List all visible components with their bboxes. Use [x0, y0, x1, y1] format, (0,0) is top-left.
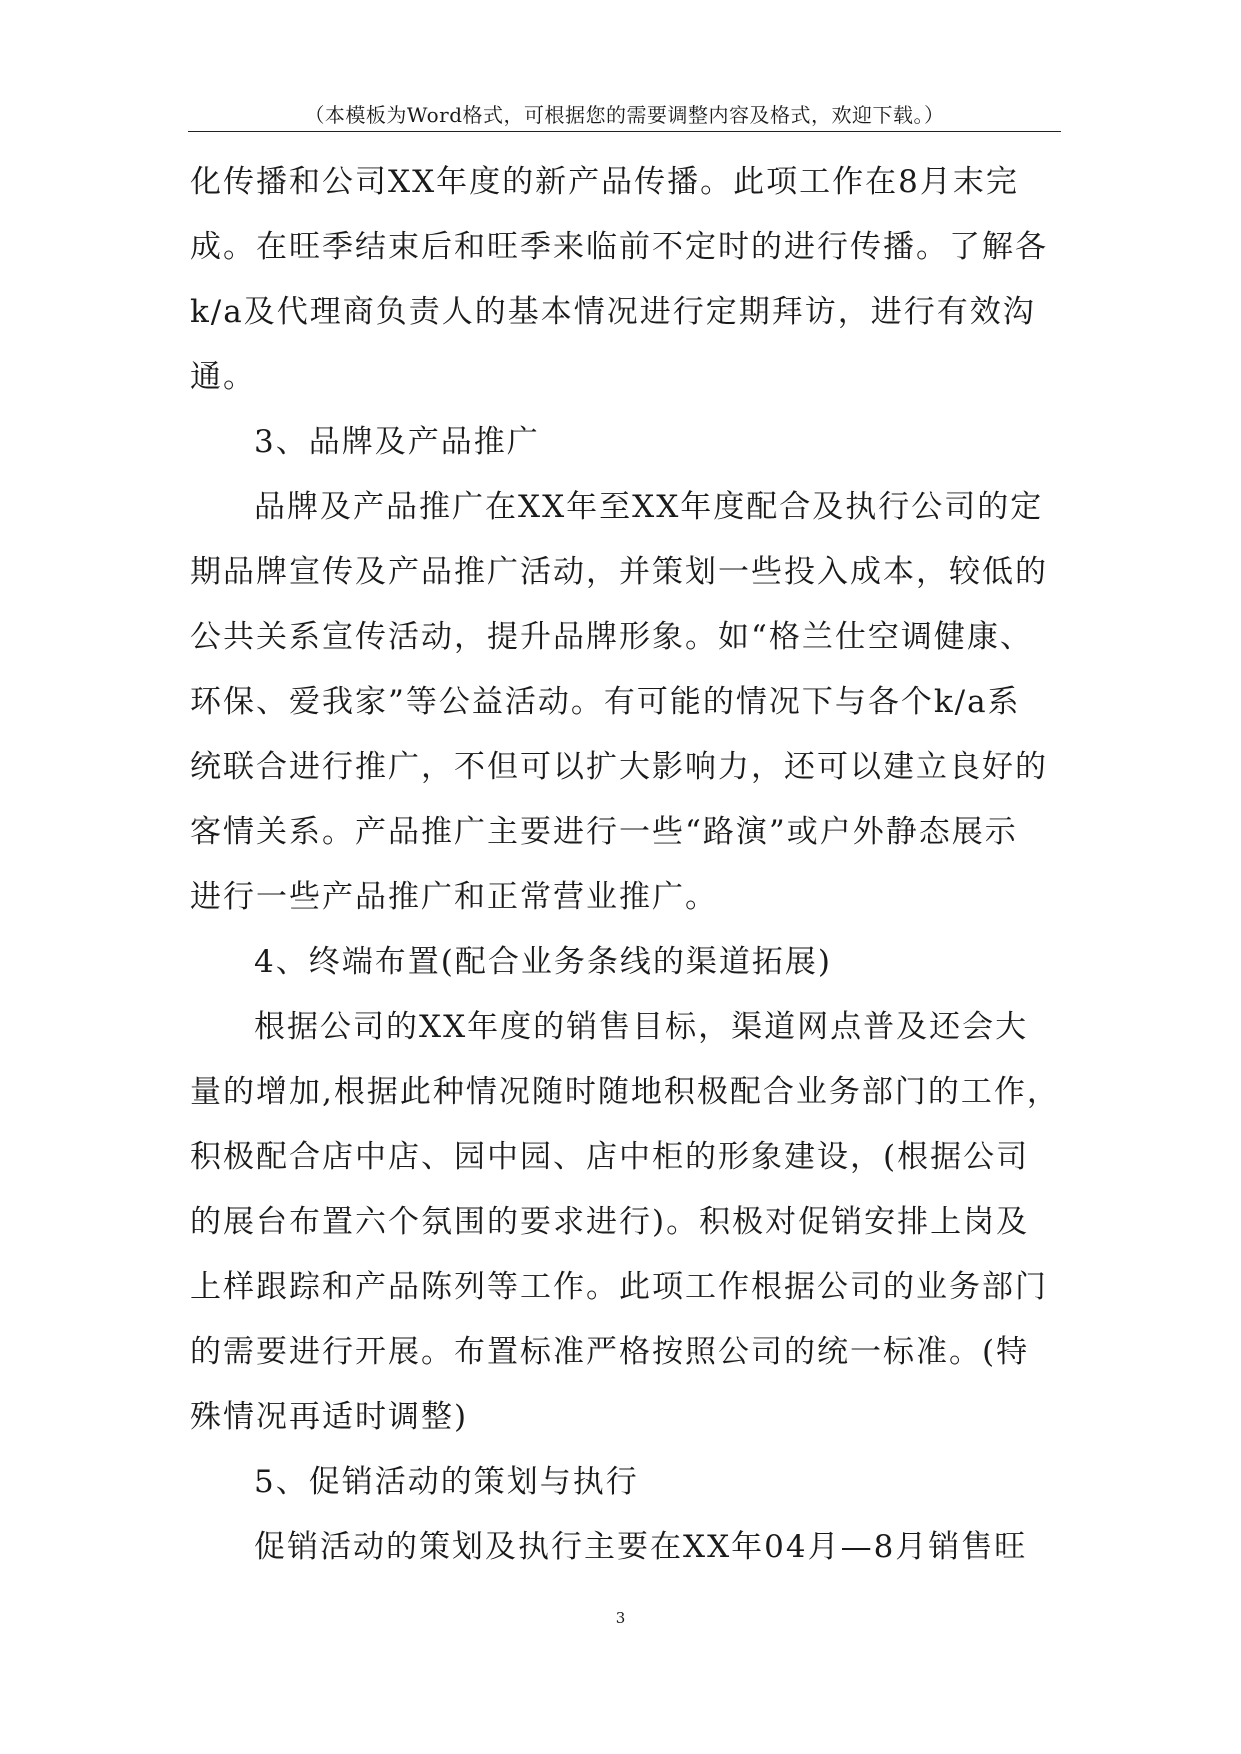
section-heading: 4、终端布置(配合业务条线的渠道拓展) [254, 944, 832, 980]
body-line: 上样跟踪和产品陈列等工作。此项工作根据公司的业务部门 [190, 1269, 1048, 1305]
body-line: 通。 [190, 359, 256, 395]
body-line: 的需要进行开展。布置标准严格按照公司的统一标准。(特 [190, 1334, 1030, 1370]
body-text [190, 150, 1070, 1580]
page-number: 3 [615, 1609, 626, 1627]
section-heading: 3、品牌及产品推广 [254, 424, 540, 460]
body-line: k/a及代理商负责人的基本情况进行定期拜访，进行有效沟 [190, 294, 1036, 330]
body-line: 公共关系宣传活动，提升品牌形象。如“格兰仕空调健康、 [190, 619, 1033, 655]
body-line: 环保、爱我家”等公益活动。有可能的情况下与各个k/a系 [190, 684, 1021, 720]
body-line: 进行一些产品推广和正常营业推广。 [190, 879, 718, 915]
body-line: 殊情况再适时调整) [190, 1399, 469, 1435]
section-heading: 5、促销活动的策划与执行 [254, 1464, 639, 1500]
body-line: 期品牌宣传及产品推广活动，并策划一些投入成本，较低的 [190, 554, 1048, 590]
body-line: 促销活动的策划及执行主要在XX年04月—8月销售旺 [254, 1529, 1028, 1565]
body-line: 根据公司的XX年度的销售目标，渠道网点普及还会大 [254, 1009, 1029, 1045]
body-line: 的展台布置六个氛围的要求进行)。积极对促销安排上岗及 [190, 1204, 1030, 1240]
body-line: 客情关系。产品推广主要进行一些“路演”或户外静态展示 [190, 814, 1018, 850]
body-line: 量的增加,根据此种情况随时随地积极配合业务部门的工作， [190, 1074, 1060, 1110]
header-divider [188, 131, 1061, 132]
body-line: 成。在旺季结束后和旺季来临前不定时的进行传播。了解各 [190, 229, 1048, 265]
body-line: 化传播和公司XX年度的新产品传播。此项工作在8月末完 [190, 164, 1019, 200]
header-note: （本模板为Word格式，可根据您的需要调整内容及格式，欢迎下载。） [304, 103, 945, 127]
body-line: 积极配合店中店、园中园、店中柜的形象建设，(根据公司 [190, 1139, 1030, 1175]
body-line: 品牌及产品推广在XX年至XX年度配合及执行公司的定 [254, 489, 1044, 525]
body-line: 统联合进行推广，不但可以扩大影响力，还可以建立良好的 [190, 749, 1048, 785]
